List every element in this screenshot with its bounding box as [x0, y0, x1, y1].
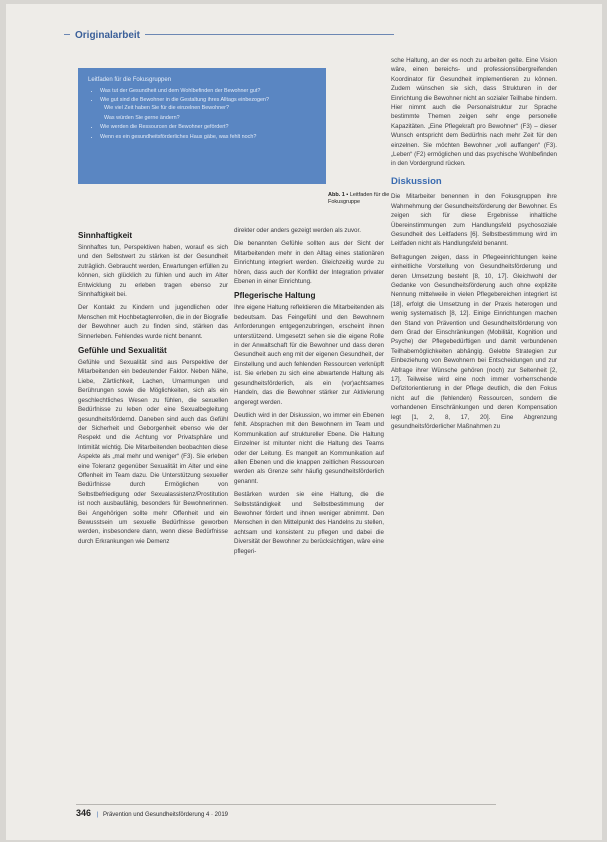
paragraph: Ihre eigene Haltung reflektieren die Mitarbeitenden als bedeutsam. Das Feingefühl und den Bewohnern Anforderungen entgegenzubringen, erscheint ihnen unterstützend. Umgesetzt sehen sie die eigene Rolle in der Anwaltschaft für die Bewohner und dass deren Gesundheit auch eng mit der eigenen Gesundheit, der Einstellung und auch fehlenden Ressourcen verknüpft ist. Sie erleben zu sich eine abwartende Haltung als gesundheitsförderlich, als ein (vor)achtsames Handeln, das die Bewohner stärker zur Aktivierung angeregt werden.	[234, 304, 384, 406]
guide-subitem: Was würden Sie gerne ändern?	[104, 114, 180, 121]
guide-sublist	[100, 105, 316, 122]
paragraph: Deutlich wird in der Diskussion, wo immer ein Ebenen fehlt. Absprachen mit den Bewohnern im Team und Kommunikation auf struktureller Ebene. Die Haltung Einzelner ist mitunter nicht die Haltung des Teams oder der Leitung. Es mangelt an Kommunikation auf allen Ebenen und die knappen zeitlichen Ressourcen werden als Grenze sehr häufig gesundheitsförderlich genannt.	[234, 411, 384, 485]
heading-sinnhaftigkeit: Sinnhaftigkeit	[78, 231, 133, 240]
caption-text: Leitfaden für die Fokusgruppe	[328, 192, 390, 206]
figure-caption: Abb. 1 ▪ Leitfaden für die Fokusgruppe	[328, 192, 390, 206]
guide-item: • Wie werden die Ressourcen der Bewohner gefördert?	[100, 124, 316, 132]
column-left	[78, 226, 228, 550]
paragraph: direkter oder anders gezeigt werden als zuvor.	[234, 227, 361, 234]
paragraph: Die Mitarbeiter benennen in den Fokusgruppen ihre Wahrnehmung der Gesundheitsförderung der Bewohner. Es zeigen sich für diese Ergebnisse inhaltliche Übereinstimmungen zum Handlungsfeld psychosoziale Gesundheit des Leitfadens [6]. Selbstbestimmung wird im Leitfaden nicht als Handlungsfeld benannt.	[391, 193, 557, 248]
heading-gefuehle: Gefühle und Sexualität	[78, 346, 167, 356]
heading-pflegerische-haltung: Pflegerische Haltung	[234, 291, 316, 301]
column-middle	[234, 226, 384, 560]
guide-title: Leitfaden für die Fokusgruppen	[88, 77, 172, 83]
figure-guide-box	[78, 68, 326, 184]
paragraph: Befragungen zeigen, dass in Pflegeeinrichtungen keine einheitliche Vorstellung von Gesundheitsförderung und deren Umsetzung besteht [8, 10, 17]. Gleichwohl der Gedanke von Gesundheitsförderung auch ohne explizite Nennung mittelweile in vielen Pflegebereichen integriert ist [18], erfolgt die Umsetzung in der Praxis heterogen und wenig systematisch [8, 12]. Einige Einrichtungen machen den Stand von Prävention und Gesundheitsförderung von dem Grad der Einschränkungen (Mobilität, Kognition und Psyche) der Pflegebedürftigen und damit verbundenen Teilhabemöglichkeiten abhängig. Gelebte Strategien zur Einbeziehung von Bewohnern bei Entscheidungen und zur Abfrage ihrer Wünsche gehören (noch) zur Seltenheit [2, 17]. Teilweise wird eine noch immer vorherrschende Defizitorientierung in der Pflege deutlich, die den Fokus nicht auf die (fehlenden) Ressourcen, sondern die vorhandenen Einschränkungen und deren Kompensation legt [1, 2, 8, 17, 20]. Eine Abgrenzung gesundheitsförderlicher Maßnahmen zu	[391, 253, 557, 431]
heading-diskussion: Diskussion	[391, 175, 442, 187]
column-right	[391, 56, 557, 435]
paragraph: Sinnhaftes tun, Perspektiven haben, worauf es sich und den Selbstwert zu stärken ist der Gesundheit zuträglich. Gebraucht werden, Erwartungen erfüllen zu können, sich glücklich zu fühlen und auch im Alter Entwicklung zu erleben tragen ebenso zur Sinnhaftigkeit bei.	[78, 244, 228, 299]
guide-item: • Was tut der Gesundheit und dem Wohlbefinden der Bewohner gut?	[100, 88, 316, 96]
paragraph: sche Haltung, an der es noch zu arbeiten gelte. Eine Vision wäre, einen bereichs- und professionsübergreifenden Koordinator für Gesundheit implementieren zu können. Zudem wünschen sie sich, dass Strukturen in der Einrichtung die Bewohner nicht an sozialer Teilhabe hindern. Hier nimmt auch die Personalstruktur zur Sprache bestimmte Themen zeigen sehr enge personelle Kapazitäten. „Eine Pflegekraft pro Bewohner“ (F3) – dieser Wunsch entspricht dem Bedürfnis nach mehr Zeit für den einzelnen. Sie möchten Bewohner „voll auffangen“ (F3). „Leben“ (F2) ermöglichen und das psychische Wohlbefinden in den Vordergrund rücken.	[391, 57, 557, 168]
guide-item	[100, 97, 316, 122]
page-number: 346	[76, 808, 92, 818]
guide-list	[88, 88, 316, 142]
guide-item-text: Wie gut sind die Bewohner in die Gestaltung ihres Alltags einbezogen?	[100, 97, 270, 104]
footer-rule	[76, 804, 496, 805]
guide-item: • Wenn es ein gesundheitsförderliches Haus gäbe, was fehlt noch?	[100, 134, 316, 142]
paragraph: Bestärken wurden sie eine Haltung, die die Selbstständigkeit und Selbstbestimmung der Bewohner fördert und ihnen weniger abnimmt. Den Menschen in den Mittelpunkt des Handelns zu stellen, achtsam und konsistent zu pflegen und dabei die Diversität der Bewohner zu berücksichtigen, wäre eine pflegeri-	[234, 491, 384, 555]
paragraph: Der Kontakt zu Kindern und jugendlichen oder Menschen mit Hochbetagtenrollen, die in der Biografie der Bewohner auch zu finden sind, stärken das Sinnerleben. Fehlendes wurde nicht benannt.	[78, 304, 228, 340]
caption-label: Abb. 1	[328, 192, 345, 198]
paragraph: Die benannten Gefühle sollten aus der Sicht der Mitarbeitenden mehr in den Alltag eines stationären Einrichtung integriert werden. Gleichzeitig wurde zu hören, dass auch der Konflikt der Integration privater Ebenen in einer Einrichtung.	[234, 240, 384, 286]
journal-name: Prävention und Gesundheitsförderung 4 · 2019	[102, 812, 229, 818]
paragraph: Gefühle und Sexualität sind aus Perspektive der Mitarbeitenden ein bedeutender Faktor. Neben Nähe, Liebe, Zärtlichkeit, Lachen, Umarmungen und Berührungen sowie die Möglichkeiten, sich als ein geschlechtliches Wesen zu fühlen, die sexuellen Bedürfnisse zu leben oder eine Sexualbegleitung gesundheitsfördernd. Daneben sind auch das Gefühl der Sicherheit und Geborgenheit ebenso wie der Respekt und die Achtung vor Privatsphäre und Intimität wichtig. Die Mitarbeitenden beobachten diese Aspekte als „mal mehr und weniger“ (F3). Sie erleben eine Toleranz gegenüber Sexualität im Alter und eine Offenheit im Team dazu. Die Unterstützung sexueller Bedürfnisse durch Ermöglichen von Selbstbefriedigung oder Sexualassistenz/Prostitution ist noch ausbaufähig, besonders für Bewohnerinnen. Bei Angehörigen sollte mehr Offenheit und ein Bewusstsein um sexuelle Bedürfnisse geworben werden, insbesondere dann, wenn diese Bedürfnisse durch Erkrankungen wie Demenz	[78, 359, 228, 545]
footer: 346 | Prävention und Gesundheitsförderung 4 · 2019	[76, 808, 229, 818]
guide-subitem: Wie viel Zeit haben Sie für die einzelnen Bewohner?	[104, 104, 229, 111]
section-label: Originalarbeit	[70, 30, 145, 41]
